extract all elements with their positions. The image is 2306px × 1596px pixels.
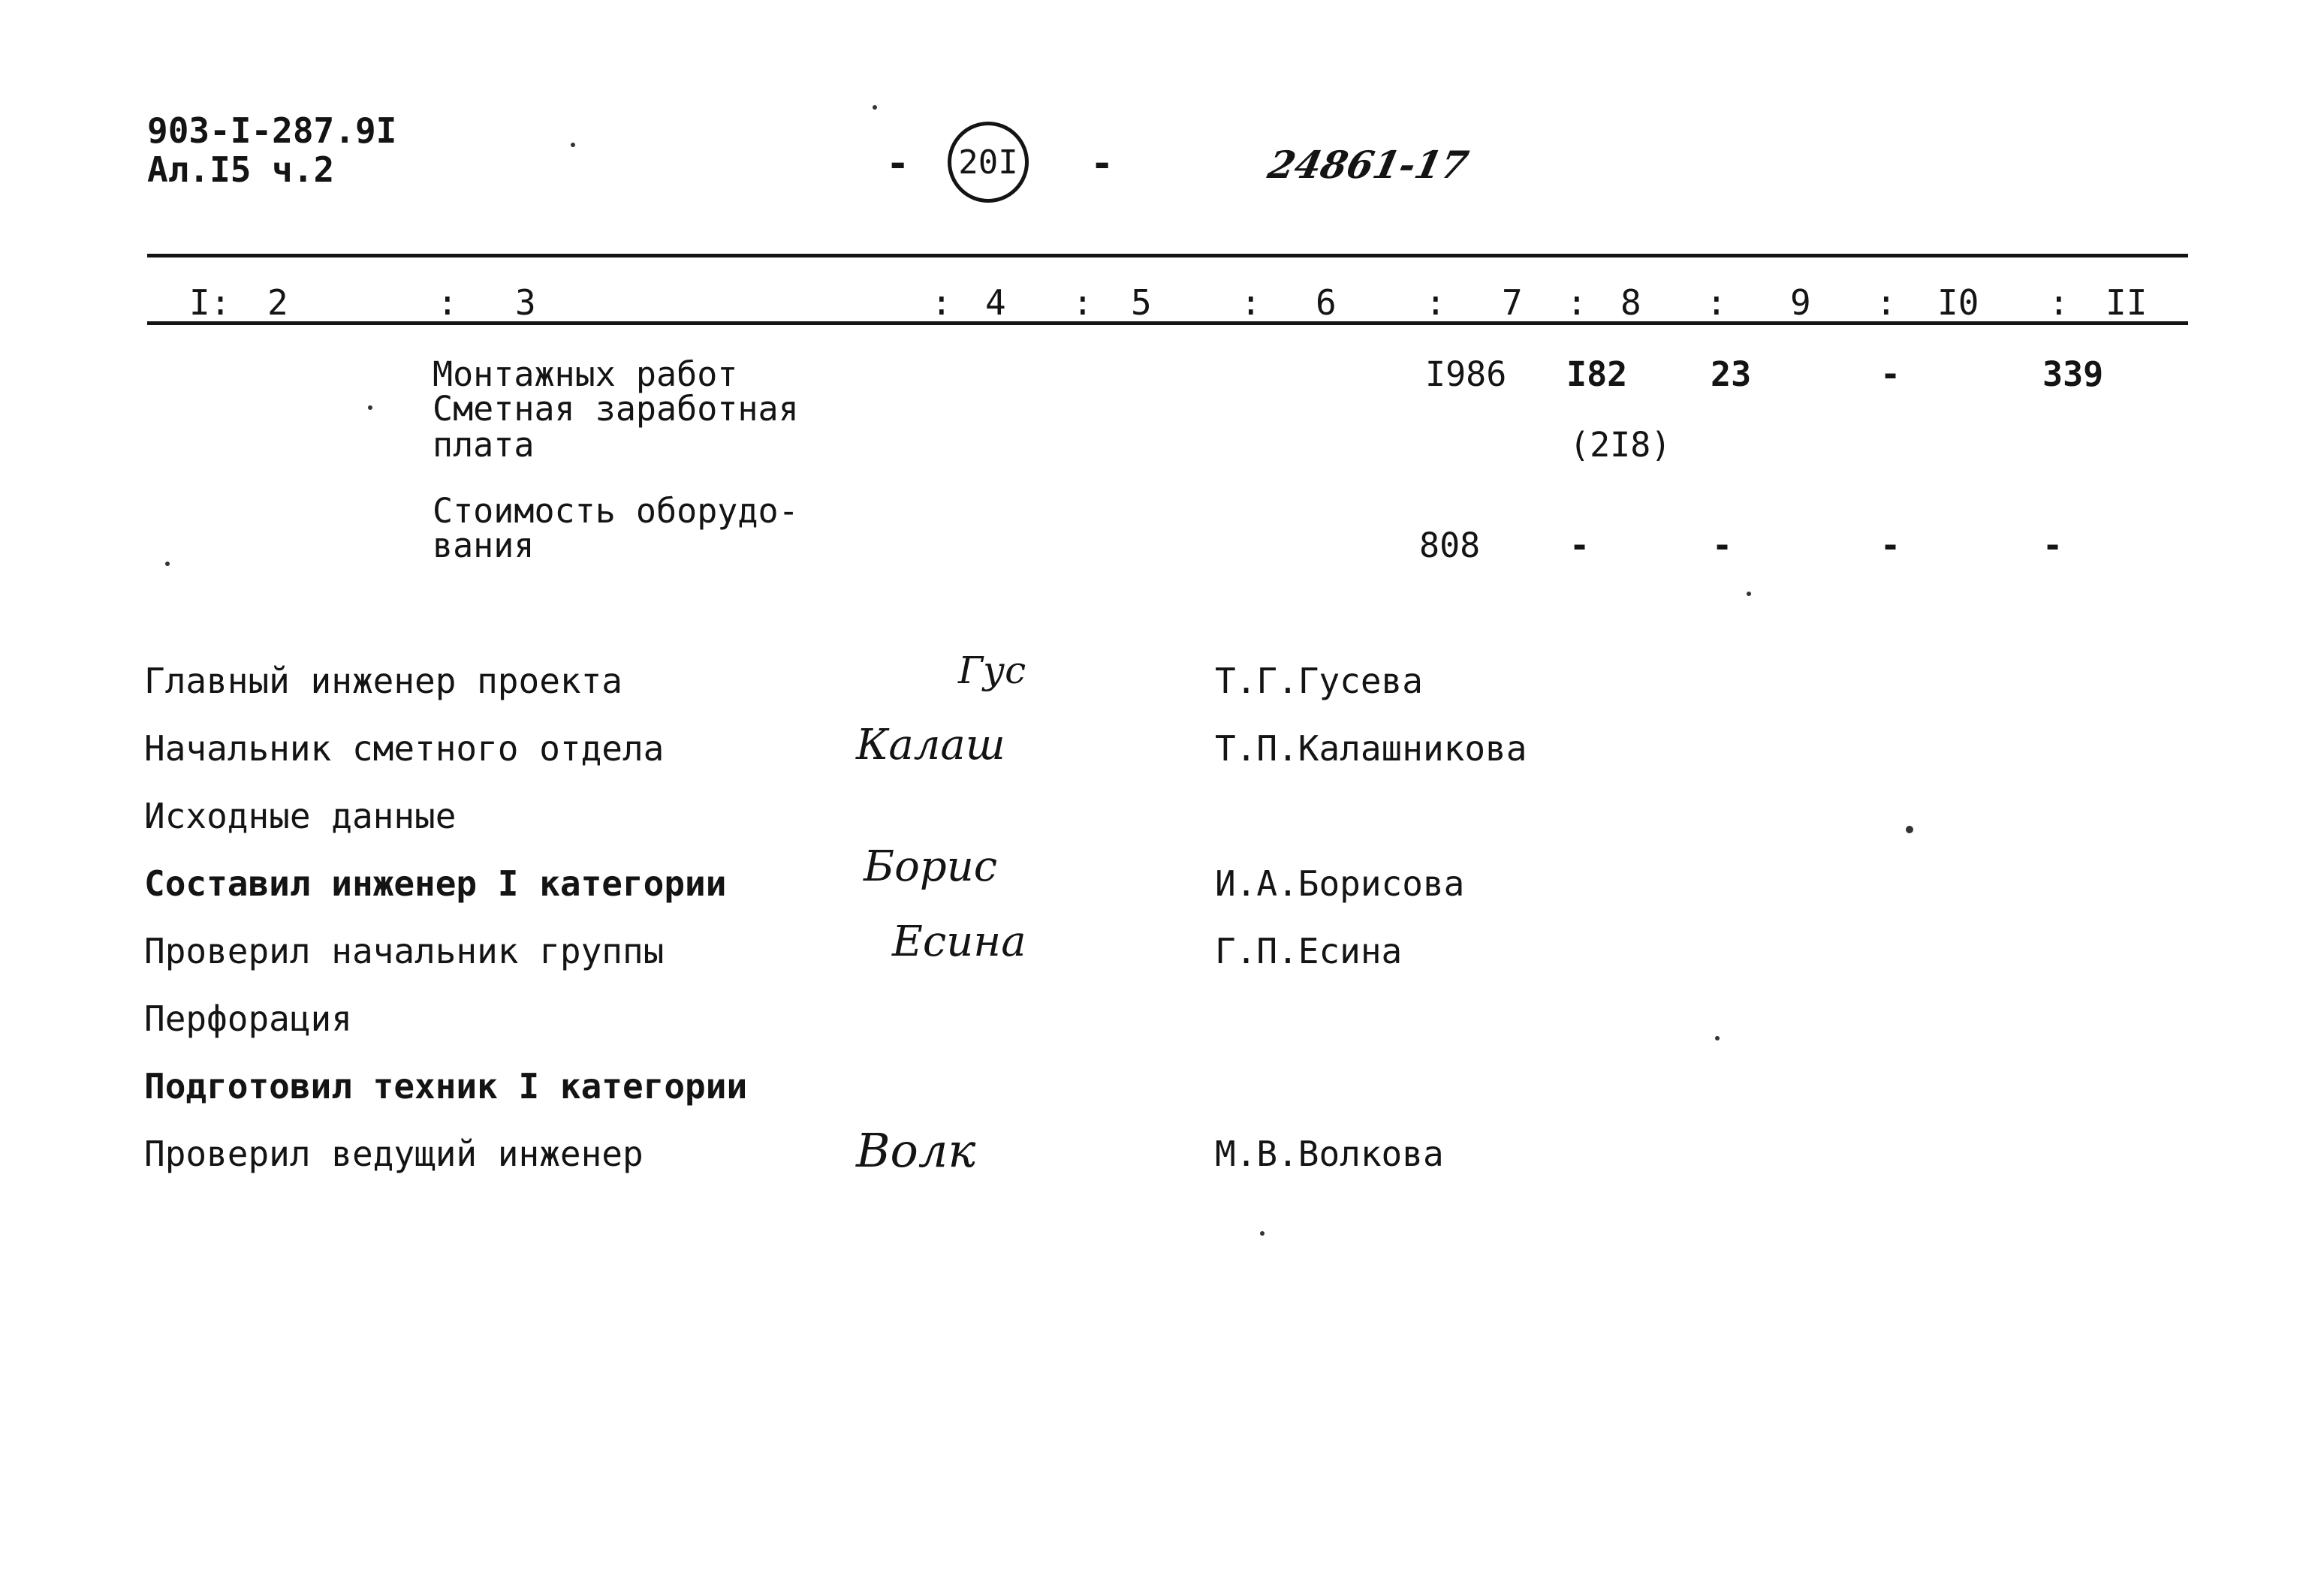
row-label: Сметная заработная — [433, 389, 799, 429]
signature-role: Перфорация — [144, 998, 352, 1039]
cell-col8: - — [1569, 525, 1590, 565]
col-header-6: 6 — [1316, 282, 1337, 323]
handwritten-signature: Волк — [856, 1123, 976, 1178]
scan-speck — [1906, 826, 1913, 833]
cell-col7: 808 — [1419, 525, 1481, 565]
scan-speck — [368, 405, 372, 410]
scan-speck — [1747, 592, 1751, 596]
scan-speck — [571, 143, 575, 147]
handwritten-inventory-number: 24861-17 — [1264, 143, 1473, 187]
cell-col11: - — [2042, 525, 2063, 565]
cell-col11: 339 — [2042, 354, 2104, 394]
cell-col8: (2I8) — [1569, 425, 1671, 465]
cell-col9: 23 — [1711, 354, 1752, 394]
col-header-3: 3 — [515, 282, 536, 323]
handwritten-signature: Борис — [864, 842, 998, 891]
page-number-stamp — [948, 122, 1029, 203]
signature-role: Проверил начальник группы — [144, 931, 665, 971]
cell-col10: - — [1880, 525, 1901, 565]
row-label: Монтажных работ — [433, 354, 738, 394]
col-sep: : — [931, 282, 952, 323]
signature-role: Исходные данные — [144, 796, 457, 836]
document-code-line-1: 903-I-287.9I — [147, 110, 397, 151]
signatory-name: Г.П.Есина — [1215, 931, 1403, 971]
cell-col7: I986 — [1425, 354, 1507, 394]
scan-speck — [873, 105, 877, 110]
col-header-5: 5 — [1131, 282, 1152, 323]
scan-speck — [1715, 1036, 1720, 1040]
col-sep: : — [1240, 282, 1262, 323]
col-sep: : — [1425, 282, 1446, 323]
signature-role: Начальник сметного отдела — [144, 728, 665, 769]
scan-speck — [1260, 1231, 1265, 1236]
cell-col9: - — [1712, 525, 1733, 565]
row-label: Стоимость оборудо- — [433, 491, 799, 531]
header-dash-left: - — [886, 141, 910, 186]
col-sep: : — [437, 282, 458, 323]
header-dash-right: - — [1090, 141, 1114, 186]
col-sep: : — [1706, 282, 1727, 323]
signatory-name: И.А.Борисова — [1215, 863, 1465, 904]
signatory-name: Т.П.Калашникова — [1215, 728, 1527, 769]
col-sep: : — [1072, 282, 1093, 323]
col-sep: : — [1876, 282, 1897, 323]
col-sep: : — [1566, 282, 1587, 323]
signatory-name: М.В.Волкова — [1215, 1134, 1444, 1174]
col-header-4: 4 — [985, 282, 1006, 323]
col-sep: : — [2048, 282, 2069, 323]
row-label-continued: плата — [433, 425, 535, 465]
cell-col8: I82 — [1566, 354, 1628, 394]
col-header-10: I0 — [1937, 282, 1979, 323]
cell-col10: - — [1880, 354, 1901, 394]
col-header-11: II — [2106, 282, 2148, 323]
document-code-line-2: Ал.I5 ч.2 — [147, 149, 335, 190]
col-header-2: 2 — [267, 282, 288, 323]
col-header-1: I: — [189, 282, 231, 323]
col-header-9: 9 — [1790, 282, 1811, 323]
col-header-8: 8 — [1620, 282, 1641, 323]
handwritten-signature: Калаш — [856, 721, 1005, 769]
handwritten-signature: Есина — [892, 917, 1026, 966]
signature-role: Проверил ведущий инженер — [144, 1134, 644, 1174]
row-label-continued: вания — [433, 525, 535, 565]
scan-speck — [165, 562, 170, 566]
signature-role: Составил инженер I категории — [144, 863, 727, 904]
signatory-name: Т.Г.Гусева — [1215, 661, 1423, 701]
page-number: 20I — [958, 143, 1018, 182]
signature-role: Подготовил техник I категории — [144, 1066, 748, 1107]
signature-role: Главный инженер проекта — [144, 661, 622, 701]
table-top-rule — [147, 254, 2188, 257]
handwritten-signature: Гус — [958, 649, 1026, 692]
col-header-7: 7 — [1502, 282, 1523, 323]
document-code — [147, 111, 396, 189]
